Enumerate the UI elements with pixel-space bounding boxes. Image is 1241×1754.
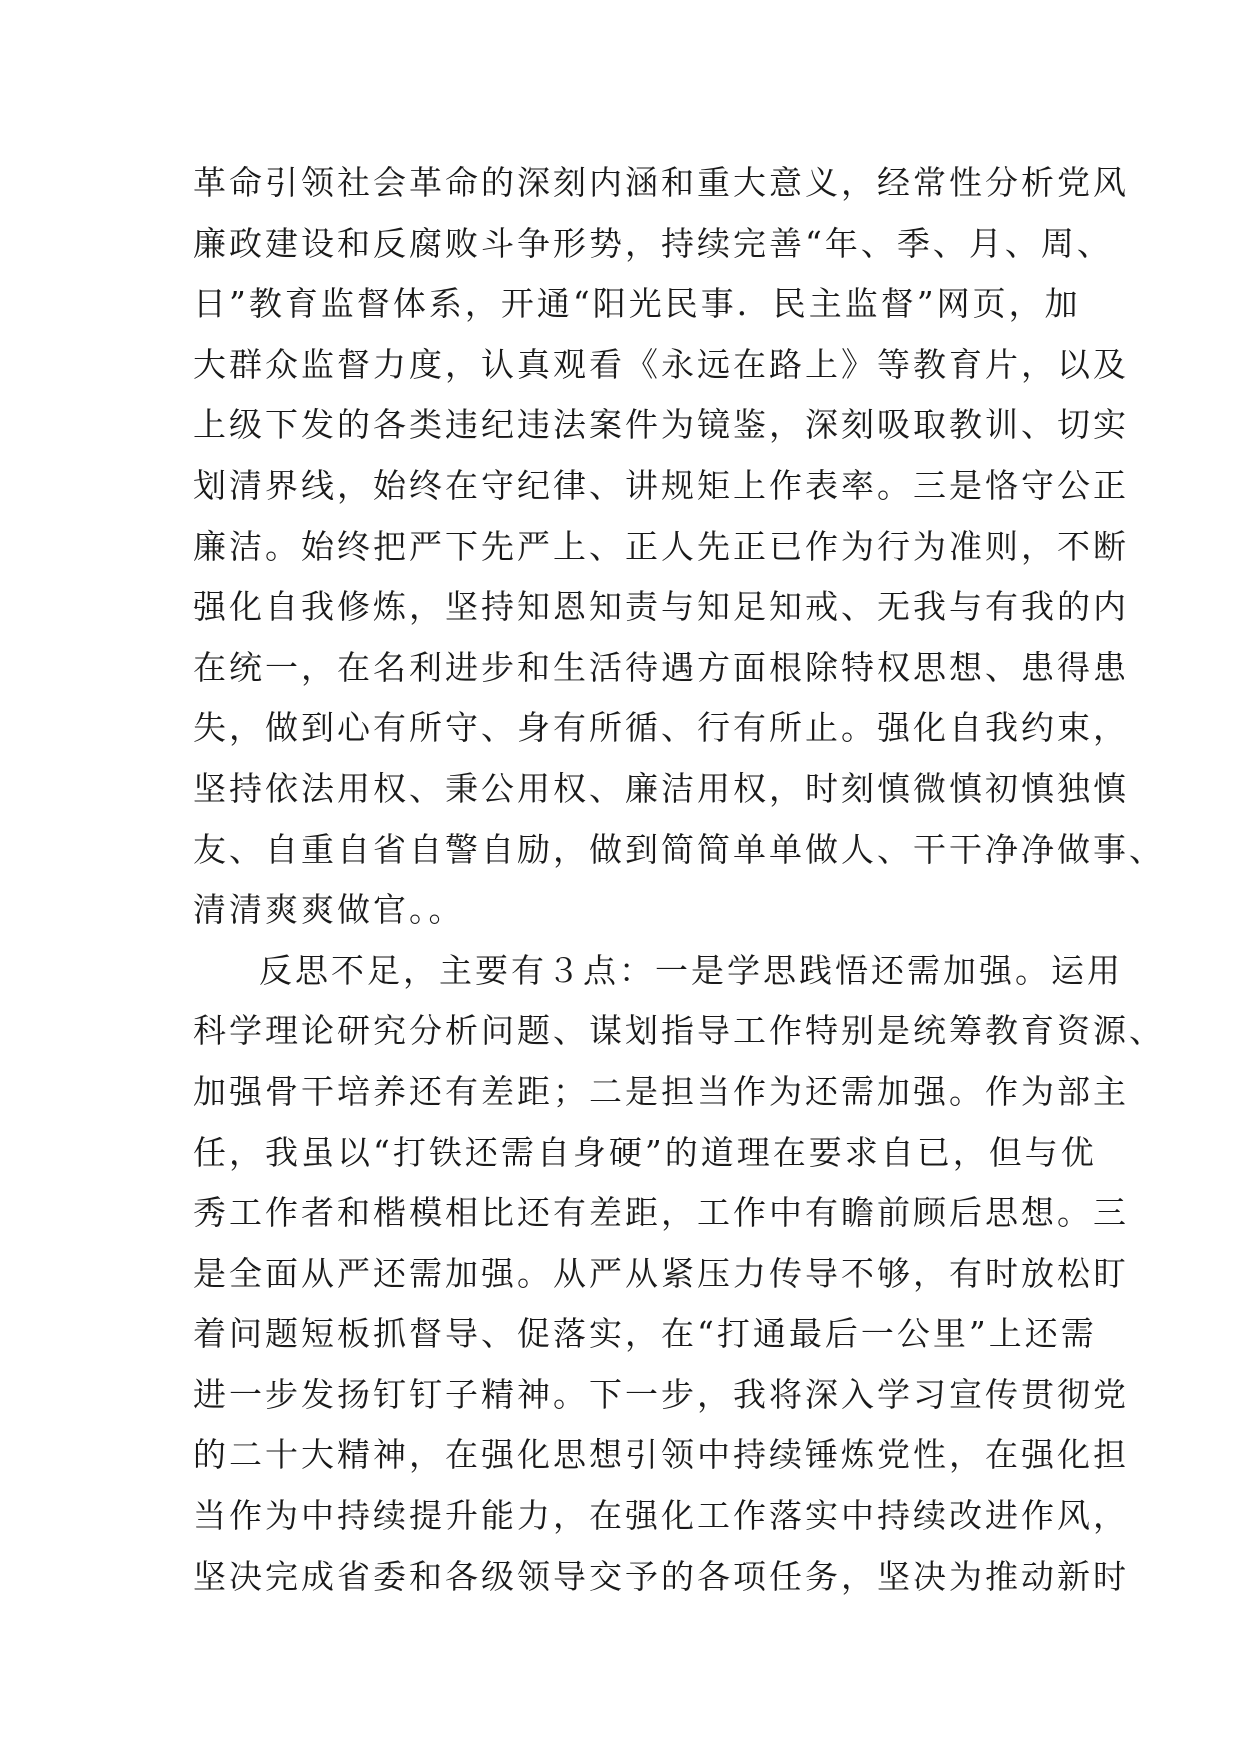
text-line: 上级下发的各类违纪违法案件为镜鉴，深刻吸取教训、切实: [193, 405, 1129, 445]
text-line: 划清界线，始终在守纪律、讲规矩上作表率。三是恪守公正: [193, 465, 1129, 505]
text-line: 科学理论研究分析问题、谋划指导工作特别是统筹教育资源、: [193, 1011, 1165, 1051]
text-line: 任，我虽以“打铁还需自身硬”的道理在要求自已，但与优: [193, 1132, 1097, 1172]
text-line: 失，做到心有所守、身有所循、行有所止。强化自我约束，: [193, 708, 1129, 748]
text-line: 清清爽爽做官。。: [193, 890, 465, 930]
text-line: 大群众监督力度，认真观看《永远在路上》等教育片，以及: [193, 344, 1129, 384]
text-line: 进一步发扬钉钉子精神。下一步，我将深入学习宣传贯彻党: [193, 1374, 1129, 1414]
text-line: 强化自我修炼，坚持知恩知责与知足知戒、无我与有我的内: [193, 587, 1129, 627]
text-line: 的二十大精神，在强化思想引领中持续锤炼党性，在强化担: [193, 1435, 1129, 1475]
text-line: 秀工作者和楷模相比还有差距，工作中有瞻前顾后思想。三: [193, 1193, 1129, 1233]
paragraph-start-line: 反思不足，主要有３点：一是学思践悟还需加强。运用: [259, 950, 1123, 990]
text-line: 坚决完成省委和各级领导交予的各项任务，坚决为推动新时: [193, 1556, 1129, 1596]
text-line: 加强骨干培养还有差距；二是担当作为还需加强。作为部主: [193, 1071, 1129, 1111]
text-line: 在统一，在名利进步和生活待遇方面根除特权思想、患得患: [193, 647, 1129, 687]
text-line: 着问题短板抓督导、促落实，在“打通最后一公里”上还需: [193, 1314, 1097, 1354]
text-line: 是全面从严还需加强。从严从紧压力传导不够，有时放松盯: [193, 1253, 1129, 1293]
document-body: [193, 153, 1165, 1607]
text-line: 当作为中持续提升能力，在强化工作落实中持续改进作风，: [193, 1496, 1129, 1536]
text-line: 日”教育监督体系，开通“阳光民事．民主监督”网页，加: [193, 284, 1081, 324]
text-line: 坚持依法用权、秉公用权、廉洁用权，时刻慎微慎初慎独慎: [193, 768, 1129, 808]
text-line: 廉洁。始终把严下先严上、正人先正已作为行为准则，不断: [193, 526, 1129, 566]
text-line: 廉政建设和反腐败斗争形势，持续完善“年、季、月、周、: [193, 223, 1113, 263]
text-line: 友、自重自省自警自励，做到简简单单做人、干干净净做事、: [193, 829, 1165, 869]
text-line: 革命引领社会革命的深刻内涵和重大意义，经常性分析党风: [193, 163, 1129, 202]
